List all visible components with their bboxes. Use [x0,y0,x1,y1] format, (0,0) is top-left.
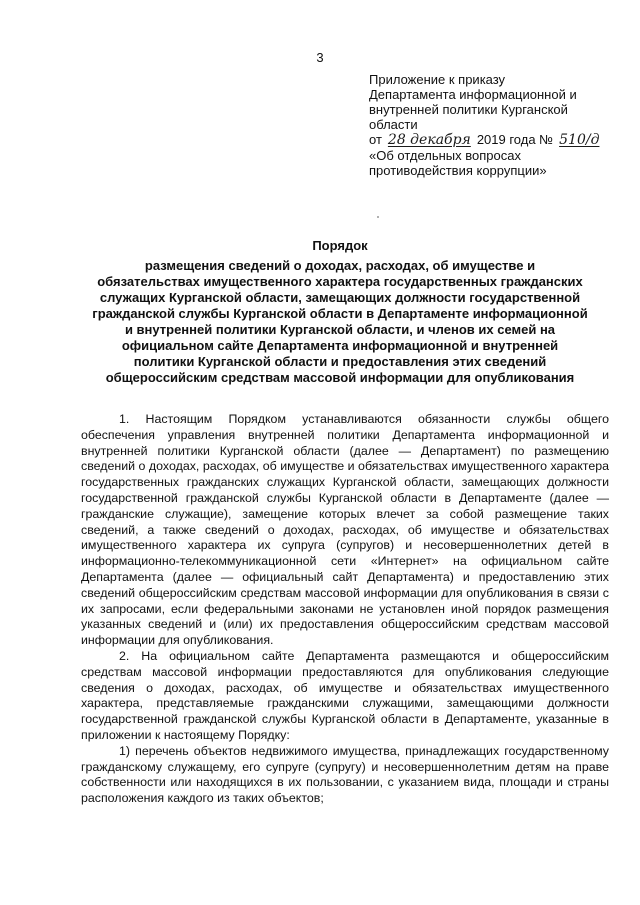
appendix-header [369,72,619,178]
order-subject-line: противодействия коррупции» [369,163,547,178]
order-subject-line: «Об отдельных вопросах [369,148,521,163]
title-line: размещения сведений о доходах, расходах, об имуществе и [144,258,536,273]
title-line: служащих Курганской области, замещающих должности государственной [99,290,581,305]
handwritten-date: 28 декабря [387,132,471,148]
title-line: общероссийским средствам массовой информации для опубликования [105,370,575,385]
date-year: 2019 года № [476,132,554,147]
page-number: 3 [316,50,324,65]
title-line: и внутренней политики Курганской области, и членов их семей на [124,322,556,337]
title-line: обязательствах имущественного характера государственных гражданских [97,274,583,289]
date-prefix: от [369,132,382,147]
scan-speck [377,216,379,218]
title-line: официальном сайте Департамента информационной и внутренней [121,338,559,353]
body-paragraph: 1. Настоящим Порядком устанавливаются обязанности службы общего обеспечения управления внутренней политики Департамента информационной и внутренней политики Курганской области (далее — Департамент) по размещению сведений о доходах, расходах, об имуществе и обязательствах имущественного характера государственных гражданских служащих Курганской области, замещающих должности государственной гражданской службы Курганской области в Департаменте (далее — гражданские служащие), замещение которых влечет за собой размещение таких сведений, а также сведений о доходах, расходах, об имуществе и обязательствах имущественного характера их супруга (супругов) и несовершеннолетних детей в информационно-телекоммуникационной сети «Интернет» на официальном сайте Департамента (далее — официальный сайт Департамента) и предоставлению этих сведений общероссийским средствам массовой информации для опубликования в связи с их запросами, если федеральными законами не установлен иной порядок размещения указанных сведений и (или) их предоставления общероссийским средствам массовой информации для опубликования. [81,412,609,648]
appendix-line: внутренней политики Курганской [369,102,568,117]
document-body [81,412,609,807]
appendix-line: Приложение к приказу [369,72,506,87]
appendix-line: области [369,117,418,132]
handwritten-order-number: 510/д [559,132,600,148]
order-date-line [369,132,619,148]
document-title [70,238,610,386]
title-heading: Порядок [312,238,368,253]
body-paragraph: 2. На официальном сайте Департамента размещаются и общероссийским средствам массовой информации предоставляются для опубликования следующие сведения о доходах, расходах, об имуществе и обязательствах имущественного характера, представляемые гражданскими служащими, замещающими должности государственной гражданской службы Курганской области в Департаменте, указанные в приложении к настоящему Порядку: [81,648,609,742]
title-line: политики Курганской области и предоставления этих сведений [133,354,547,369]
body-paragraph: 1) перечень объектов недвижимого имущества, принадлежащих государственному гражданскому служащему, его супруге (супругу) и несовершеннолетним детям на праве собственности или находящихся в их пользовании, с указанием вида, площади и страны расположения каждого из таких объектов; [81,743,609,806]
title-line: гражданской службы Курганской области в Департаменте информационной [92,306,588,321]
appendix-line: Департамента информационной и [369,87,577,102]
